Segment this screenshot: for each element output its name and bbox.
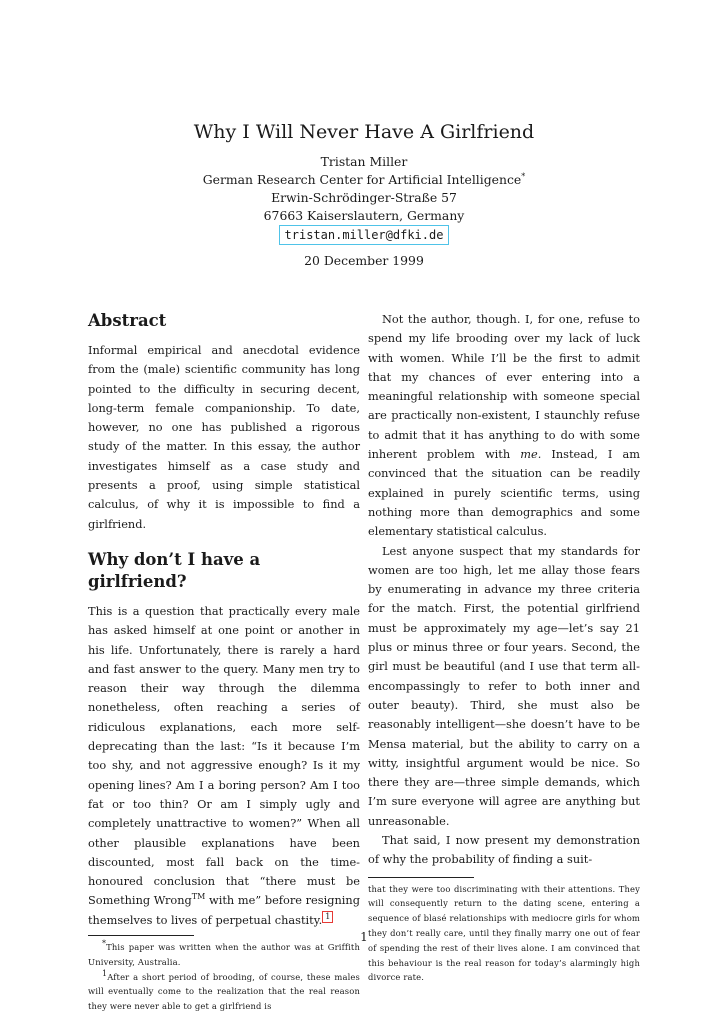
right-paragraph-2: Lest anyone suspect that my standards for women are too high, let me allay those fears by enumerating in advance my three criteria for the match. First, the potential girlfriend must be approximately my age—let’s say 21 plus or minus three or four years. Second, the girl must be beautiful (and I use that term all-encompassingly to refer to both inner and outer beauty). Third, she must also be reasonably intelligent—she doesn’t have to be Mensa material, but the ability to carry on a witty, insightful argument would be nice. So there they are—three simple demands, which I’m sure everyone will agree are anything but unreasonable. [368,543,640,828]
left-column [88,310,360,1014]
right-para1-emphasis: me. [520,447,542,462]
author-affiliation [0,171,728,189]
right-paragraph-1 [368,310,640,542]
footnote-1 [88,970,360,1014]
section-paragraph [88,602,360,930]
author-street: Erwin-Schrödinger-Straße 57 [271,190,457,205]
trademark-mark: TM [191,892,206,902]
footnote-star-text: This paper was written when the author was at Griffith University, Australia. [88,942,360,967]
author-email-link[interactable]: tristan.miller@dfki.de [279,225,450,245]
footnote-affiliation [88,940,360,970]
footnote-1-link[interactable]: 1 [322,911,333,923]
footnote-rule-right [368,877,474,878]
right-column [368,310,640,985]
right-para1-post: Instead, I am convinced that the situation can be readily explained in purely scientific terms, using nothing more than demographics and some elementary statistical calculus. [368,447,640,539]
footnote-star-mark: * [102,939,107,949]
author-city: 67663 Kaiserslautern, Germany [263,208,465,223]
abstract-heading: Abstract [88,311,167,330]
author-name: Tristan Miller [320,154,408,169]
right-paragraph-3: That said, I now present my demonstration of why the probability of finding a suit- [368,833,640,867]
footnote-1-continued: that they were too discriminating with their attentions. They will consequently return to the dating scene, entering a sequence of blasé relationships with mediocre girls for whom they don’t really care, until they finally marry one out of fear of spending the rest of their lives alone. I am convinced that this behaviour is the real reason for today’s alarmingly high divorce rate. [368,883,640,983]
affiliation-footnote-mark: * [521,171,526,181]
affiliation-text: German Research Center for Artificial Intelligence [202,172,522,187]
right-para1-pre: Not the author, though. I, for one, refuse to spend my life brooding over my lack of luck with women. While I’ll be the first to admit that my chances of ever entering into a meaningful relationship with someone special are practically non-existent, I staunchly refuse to admit that it has anything to do with some inherent problem with [368,312,640,462]
abstract-text: Informal empirical and anecdotal evidence from the (male) scientific community has long pointed to the difficulty in securing decent, long-term female companionship. To date, however, no one has published a rigorous study of the matter. In this essay, the author investigates himself as a case study and presents a proof, using simple statistical calculus, of why it is impossible to find a girlfriend. [88,343,360,531]
page-number: 1 [360,930,368,944]
footnote-1-text: After a short period of brooding, of course, these males will eventually come to the realization that the real reason they were never able to get a girlfriend is [88,971,360,1012]
footnote-1-mark: 1 [102,968,108,978]
paper-title: Why I Will Never Have A Girlfriend [193,121,535,143]
section-heading: Why don’t I have a girlfriend? [88,549,261,591]
section-text-part1: This is a question that practically every male has asked himself at one point or another in his life. Unfortunately, there is rarely a hard and fast answer to the query. Many men try to reason their way through the dilemma nonetheless, often reaching a series of ridiculous explanations, each more self-deprecating than the last: “Is it because I’m too shy, and not aggressive enough? Is it my opening lines? Am I a boring person? Am I too fat or too thin? Or am I simply ugly and completely unattractive to women?” When all other plausible explanations have been discounted, most fall back on the time-honoured conclusion that “there must be Something Wrong [88,603,360,908]
section-text-part2: with me” before resigning themselves to lives of perpetual chastity. [88,893,360,927]
paper-header [0,120,728,270]
paper-date: 20 December 1999 [304,253,424,268]
